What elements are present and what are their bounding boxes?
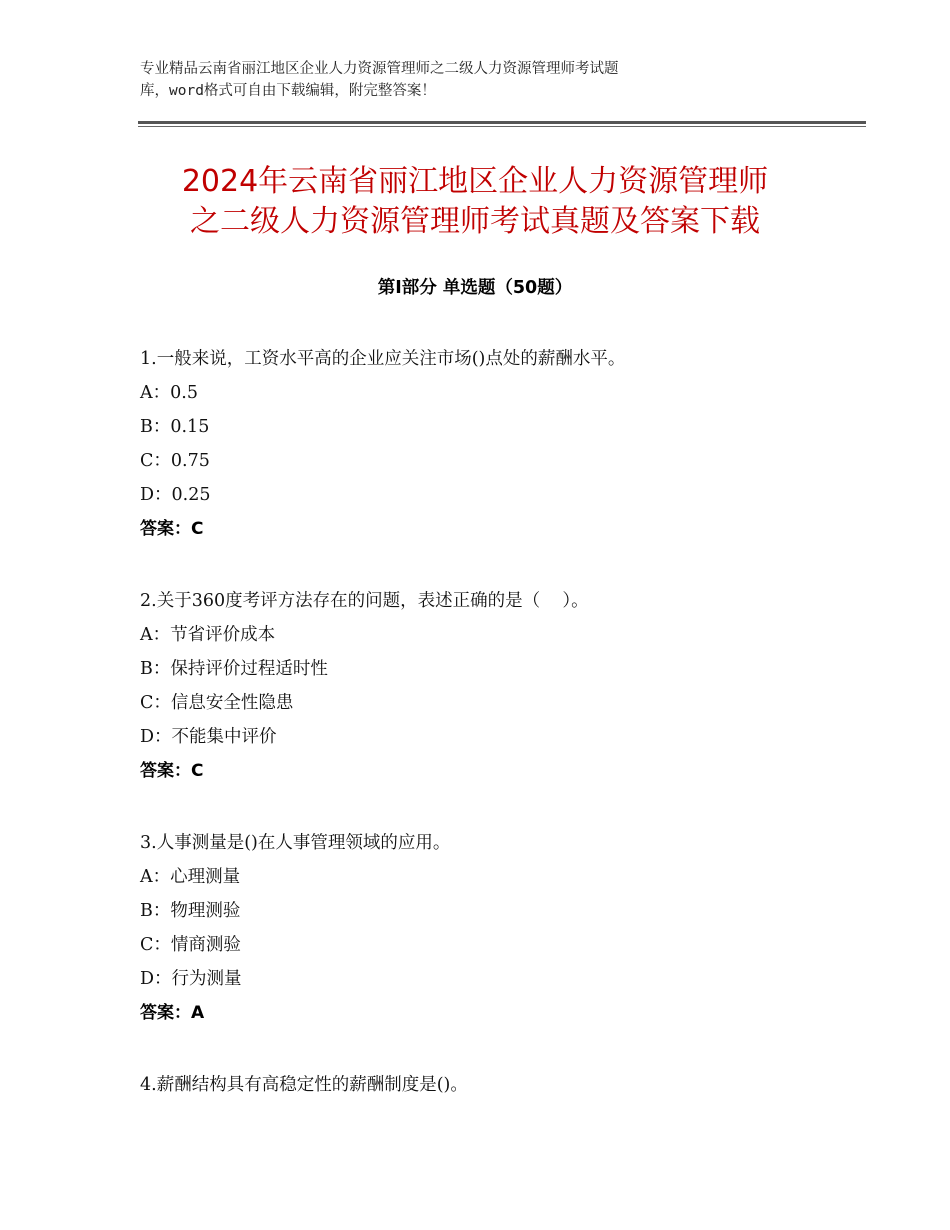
question-stem: 1.一般来说，工资水平高的企业应关注市场()点处的薪酬水平。: [140, 349, 626, 369]
document-title-line-2: 之二级人力资源管理师考试真题及答案下载: [190, 204, 760, 239]
header-note-line-2: 库，word格式可自由下载编辑，附完整答案！: [140, 83, 436, 99]
option-c: C：0.75: [140, 451, 210, 471]
option-c: C：情商测验: [140, 935, 241, 955]
question-item: [140, 1068, 840, 1102]
question-stem: 3.人事测量是()在人事管理领域的应用。: [140, 833, 451, 853]
question-item: [140, 342, 840, 546]
option-b: B：保持评价过程适时性: [140, 659, 328, 679]
answer-line: 答案：A: [140, 1003, 205, 1023]
header-divider-thin: [138, 126, 866, 127]
question-list: [140, 342, 840, 1140]
option-d: D：不能集中评价: [140, 727, 277, 747]
answer-line: 答案：C: [140, 761, 204, 781]
question-item: [140, 584, 840, 788]
option-c: C：信息安全性隐患: [140, 693, 294, 713]
option-a: A：0.5: [140, 383, 198, 403]
option-d: D：0.25: [140, 485, 211, 505]
header-note-line-1: 专业精品云南省丽江地区企业人力资源管理师之二级人力资源管理师考试题: [140, 61, 619, 77]
document-title: [100, 162, 850, 242]
option-a: A：心理测量: [140, 867, 241, 887]
question-item: [140, 826, 840, 1030]
answer-line: 答案：C: [140, 519, 204, 539]
option-b: B：物理测验: [140, 901, 241, 921]
header-note: [140, 58, 780, 102]
option-d: D：行为测量: [140, 969, 242, 989]
option-b: B：0.15: [140, 417, 210, 437]
section-title: 第Ⅰ部分 单选题（50题）: [377, 278, 573, 298]
question-stem: 2.关于360度考评方法存在的问题，表述正确的是（ ）。: [140, 591, 589, 611]
question-stem: 4.薪酬结构具有高稳定性的薪酬制度是()。: [140, 1075, 468, 1095]
document-title-line-1: 2024年云南省丽江地区企业人力资源管理师: [181, 164, 769, 199]
option-a: A：节省评价成本: [140, 625, 276, 645]
header-divider-thick: [138, 121, 866, 124]
